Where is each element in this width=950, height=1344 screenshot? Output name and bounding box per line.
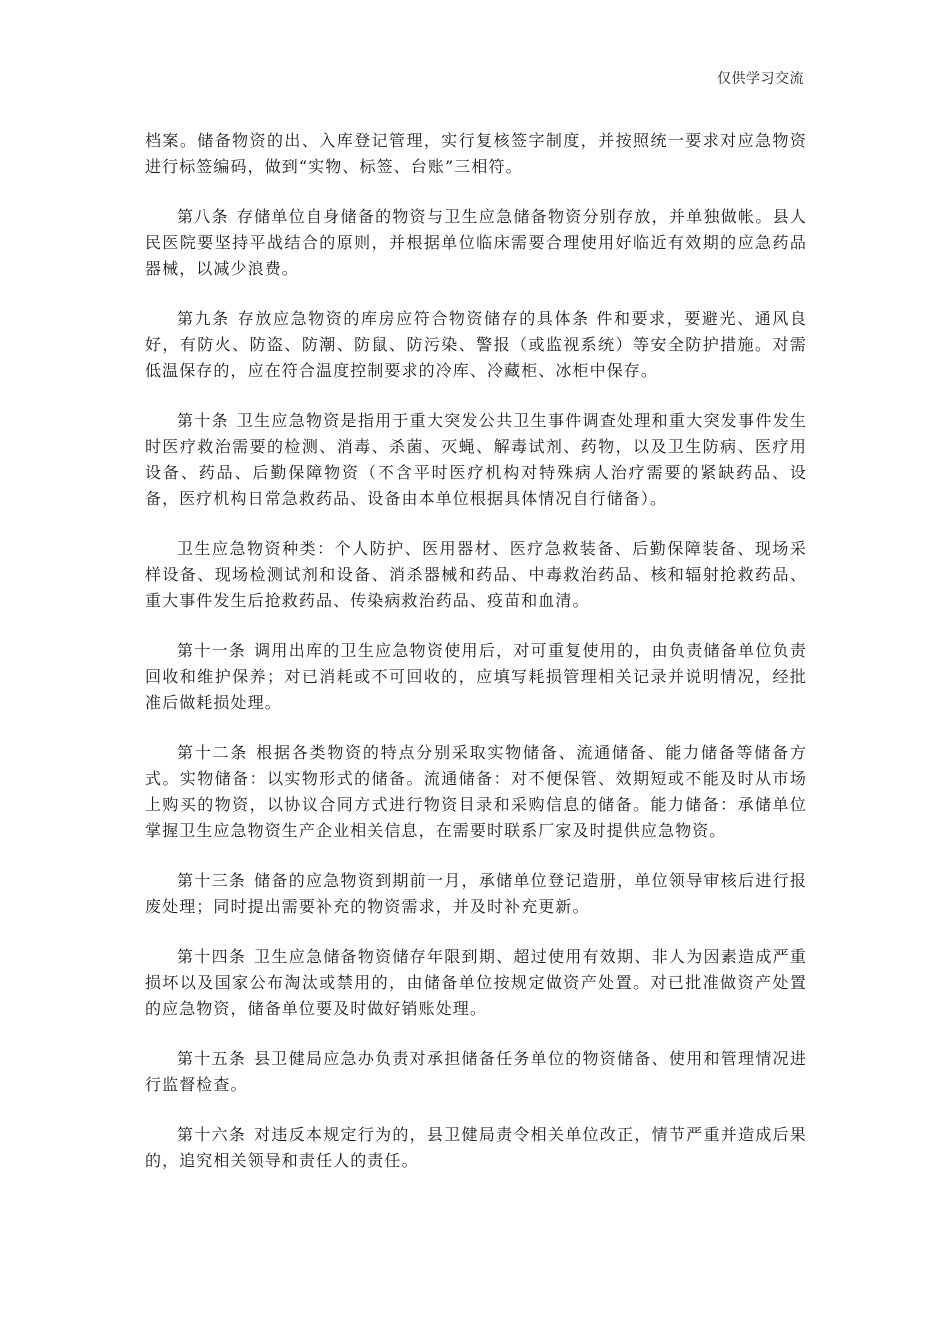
article-number: 第十五条	[177, 1049, 247, 1068]
article-14	[145, 944, 807, 1022]
article-number: 第十一条	[177, 641, 247, 660]
article-number: 第九条	[177, 309, 230, 328]
article-12	[145, 740, 807, 844]
paragraph-continuation	[145, 128, 807, 180]
article-15	[145, 1046, 807, 1098]
material-types-paragraph	[145, 536, 807, 614]
article-13	[145, 868, 807, 920]
document-body	[145, 128, 807, 1198]
paragraph-text: 调用出库的卫生应急物资使用后，对可重复使用的，由负责储备单位负责回收和维护保养；对已消耗或不可回收的，应填写耗损管理相关记录并说明情况，经批准后做耗损处理。	[145, 641, 808, 712]
article-number: 第八条	[177, 207, 229, 226]
header-note: 仅供学习交流	[717, 71, 804, 87]
paragraph-text: 卫生应急储备物资储存年限到期、超过使用有效期、非人为因素造成严重损坏以及国家公布淘汰或禁用的，由储备单位按规定做资产处置。对已批准做资产处置的应急物资，储备单位要及时做好销账处理。	[145, 947, 808, 1018]
article-number: 第十三条	[177, 871, 247, 890]
paragraph-text: 卫生应急物资种类：个人防护、医用器材、医疗急救装备、后勤保障装备、现场采样设备、现场检测试剂和设备、消杀器械和药品、中毒救治药品、核和辐射抢救药品、重大事件发生后抢救药品、传染病救治药品、疫苗和血清。	[145, 539, 807, 610]
paragraph-text: 县卫健局应急办负责对承担储备任务单位的物资储备、使用和管理情况进行监督检查。	[145, 1049, 808, 1094]
article-number: 第十二条	[177, 743, 249, 762]
paragraph-text: 根据各类物资的特点分别采取实物储备、流通储备、能力储备等储备方式。实物储备：以实物形式的储备。流通储备：对不便保管、效期短或不能及时从市场上购买的物资，以协议合同方式进行物资目录和采购信息的储备。能力储备：承储单位掌握卫生应急物资生产企业相关信息，在需要时联系厂家及时提供应急物资。	[145, 743, 807, 840]
paragraph-text: 卫生应急物资是指用于重大突发公共卫生事件调查处理和重大突发事件发生时医疗救治需要的检测、消毒、杀菌、灭蝇、解毒试剂、药物，以及卫生防病、医疗用设备、药品、后勤保障物资（不含平时医疗机构对特殊病人治疗需要的紧缺药品、设备，医疗机构日常急救药品、设备由本单位根据具体情况自行储备）。	[145, 411, 807, 508]
article-10	[145, 408, 807, 512]
article-9	[145, 306, 807, 384]
paragraph-text: 存储单位自身储备的物资与卫生应急储备物资分别存放，并单独做帐。县人民医院要坚持平战结合的原则，并根据单位临床需要合理使用好临近有效期的应急药品器械，以减少浪费。	[145, 207, 807, 278]
article-16	[145, 1122, 807, 1174]
article-number: 第十六条	[177, 1125, 247, 1144]
article-11	[145, 638, 807, 716]
paragraph-text: 存放应急物资的库房应符合物资储存的具体条 件和要求，要避光、通风良好，有防火、防盗、防潮、防鼠、防污染、警报（或监视系统）等安全防护措施。对需低温保存的，应在符合温度控制要求的冷库、冷藏柜、冰柜中保存。	[145, 309, 807, 380]
paragraph-text: 储备的应急物资到期前一月，承储单位登记造册，单位领导审核后进行报废处理；同时提出需要补充的物资需求，并及时补充更新。	[145, 871, 808, 916]
paragraph-text: 对违反本规定行为的，县卫健局责令相关单位改正，情节严重并造成后果的，追究相关领导和责任人的责任。	[145, 1125, 808, 1170]
paragraph-text: 档案。储备物资的出、入库登记管理，实行复核签字制度，并按照统一要求对应急物资进行标签编码，做到“实物、标签、台账”三相符。	[145, 131, 807, 176]
article-number: 第十条	[177, 411, 229, 430]
article-number: 第十四条	[177, 947, 247, 966]
article-8	[145, 204, 807, 282]
